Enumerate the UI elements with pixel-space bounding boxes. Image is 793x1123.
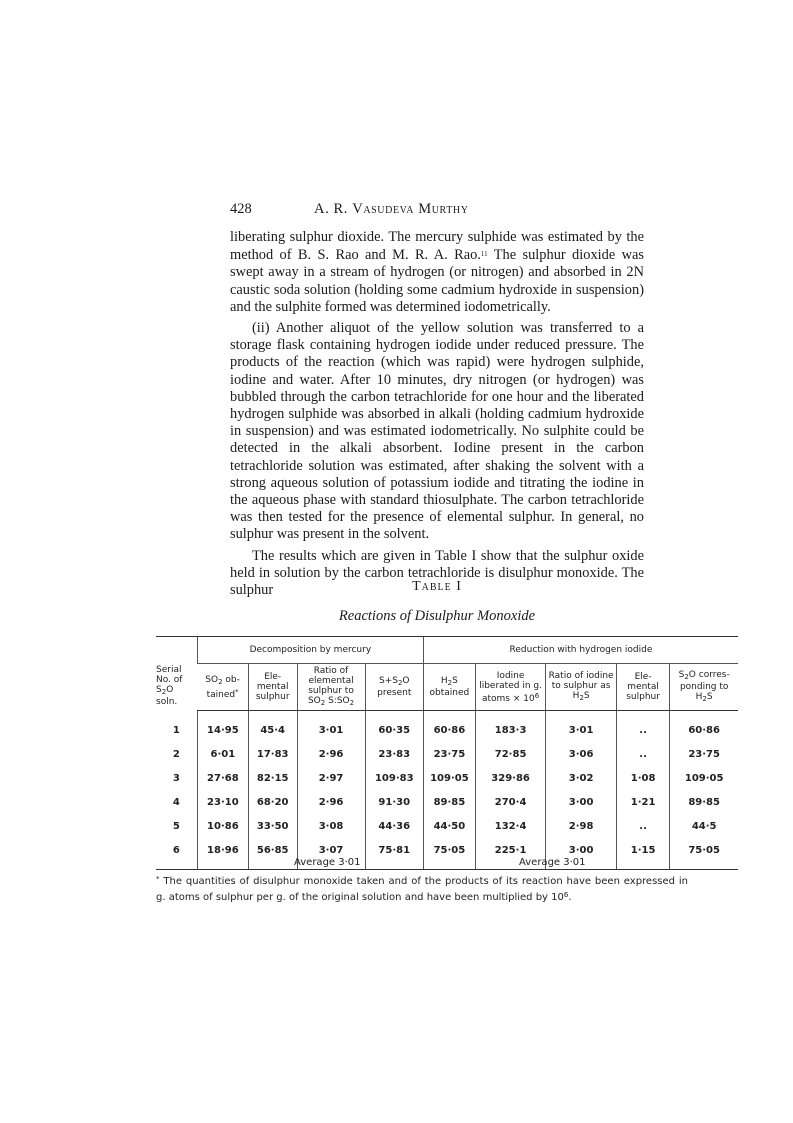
table-row [156, 791, 738, 815]
table-cell: 109·83 [365, 767, 423, 791]
table-cell: 56·85 [248, 839, 297, 870]
header-serial-sub: 2 [161, 687, 167, 696]
table-cell: 23·10 [197, 791, 248, 815]
h-ratio-a: Ratio of elemental sulphur to [308, 666, 354, 696]
header-iodine-liberated [475, 664, 546, 711]
table-cell: 3 [172, 773, 180, 784]
table-cell: 3·00 [546, 791, 617, 815]
table-caption: Reactions of Disulphur Monoxide [338, 608, 536, 624]
table-cell: 3·08 [297, 815, 365, 839]
table-cell: 4 [172, 797, 180, 808]
paragraph-3: The results which are given in Table I show that the sulphur oxide held in solution by the carbon tetrachloride is disulphur monoxide. The sulphur [230, 547, 644, 599]
table-cell: 60·86 [423, 711, 475, 744]
table-cell: 225·1 [475, 839, 546, 870]
table-cell: 2·98 [546, 815, 617, 839]
table-cell: 75·05 [423, 839, 475, 870]
table-cell: 1·21 [616, 791, 669, 815]
paragraph-1 [230, 229, 644, 316]
table-cell: 72·85 [475, 743, 546, 767]
header-serial [156, 637, 197, 711]
table-cell: 17·83 [248, 743, 297, 767]
table-number: Table I [412, 579, 462, 594]
running-head-name: Vasudeva Murthy [352, 201, 469, 217]
page-number: 428 [230, 201, 252, 217]
table-footnote [156, 873, 688, 904]
table-cell: 1 [172, 724, 180, 736]
table-cell: 23·75 [670, 743, 738, 767]
h-ratio-iod-a: Ratio of iodine to sulphur as H [548, 671, 614, 701]
table-cell: 3·02 [546, 767, 617, 791]
table-cell: 6 [156, 839, 197, 870]
header-so2-obtained [197, 664, 248, 711]
h-corr-sub: 2 [684, 673, 689, 681]
average-mercury: Average 3·01 [294, 857, 361, 868]
table-row [156, 711, 738, 744]
table-cell: 44·36 [365, 815, 423, 839]
table-cell: 82·15 [248, 767, 297, 791]
h-corr-sub2: 2 [702, 695, 707, 703]
table-cell: 89·85 [670, 791, 738, 815]
table-cell: 3·00 [546, 839, 617, 870]
h-h2s-a: H [440, 676, 448, 686]
table-cell: 329·86 [475, 767, 546, 791]
h-ss2o-b: O present [377, 676, 412, 698]
h-ratio-b: SO [307, 696, 321, 706]
table-cell: 3·07 [297, 839, 365, 870]
table-cell: 2·96 [297, 743, 365, 767]
running-head-initials: A. R. [314, 201, 353, 217]
footnote-end: . [568, 891, 572, 903]
table-row [156, 839, 738, 870]
table-cell: 23·83 [365, 743, 423, 767]
header-ratio-elemental [297, 664, 365, 711]
header-ratio-iodine [546, 664, 617, 711]
h-ratio-sub1: 2 [320, 699, 326, 707]
h-ratio-c: S:SO [325, 696, 350, 706]
h-so2-star: * [235, 687, 239, 696]
h-so2-a: SO [205, 674, 219, 685]
h-h2s-b: S obtained [429, 676, 470, 698]
h-so2-sub: 2 [218, 677, 223, 686]
table-cell: 3·06 [546, 743, 617, 767]
table-cell: 23·75 [423, 743, 475, 767]
table-cell: .. [616, 743, 669, 767]
table-cell: 89·85 [423, 791, 475, 815]
h-corr-c: S [706, 692, 713, 702]
table-cell: 44·5 [670, 815, 738, 839]
table-cell: 14·95 [197, 711, 248, 744]
average-hydrogen-iodide: Average 3·01 [519, 857, 586, 868]
header-h2s-obtained [423, 664, 475, 711]
table-cell: 270·4 [475, 791, 546, 815]
table-row [156, 743, 738, 767]
body-text [230, 229, 644, 599]
table-cell: 45·4 [248, 711, 297, 744]
table-cell: .. [616, 815, 669, 839]
h-ratio-iod-sub: 2 [579, 694, 584, 702]
header-s-plus-s2o [365, 664, 423, 711]
table-cell: 5 [172, 821, 180, 832]
table-row [156, 767, 738, 791]
footnote-mark: * [156, 875, 160, 883]
h-ratio-sub2: 2 [349, 699, 355, 707]
table-cell: 2·96 [297, 791, 365, 815]
footnote-sup: 6 [563, 890, 569, 899]
table-cell: 3·01 [297, 711, 365, 744]
header-elemental-sulphur: Ele- mental sulphur [248, 664, 297, 711]
table-cell: 2 [172, 749, 180, 760]
table-cell: 60·86 [670, 711, 738, 744]
table-cell: 60·35 [365, 711, 423, 744]
table-cell: .. [616, 711, 669, 744]
table-cell: 68·20 [248, 791, 297, 815]
header-group-mercury: Decomposition by mercury [197, 637, 423, 664]
table-cell: 1·15 [616, 839, 669, 870]
h-h2s-sub: 2 [447, 679, 453, 687]
h-so2-b: ob- tained [206, 674, 240, 700]
table-cell: 91·30 [365, 791, 423, 815]
table-cell: 109·05 [670, 767, 738, 791]
h-corr-b: O corres- ponding to H [679, 670, 730, 702]
h-iodine-sup: 6 [534, 691, 540, 700]
table-cell: 109·05 [423, 767, 475, 791]
table-cell: 1·08 [616, 767, 669, 791]
table-cell: 2·97 [297, 767, 365, 791]
table-row [156, 815, 738, 839]
header-elemental-sulphur-2: Ele- mental sulphur [616, 664, 669, 711]
table-cell: 33·50 [248, 815, 297, 839]
running-head [314, 201, 469, 218]
table-cell: 75·05 [670, 839, 738, 870]
h-iodine-a: Iodine liberated in g. atoms × 10 [479, 670, 542, 704]
header-serial-a: Serial No. of S [156, 664, 183, 695]
table-cell: 6·01 [197, 743, 248, 767]
header-serial-b: O soln. [156, 684, 178, 707]
table-cell: 132·4 [475, 815, 546, 839]
header-group-hydrogen-iodide: Reduction with hydrogen iodide [423, 637, 738, 664]
table-cell: 3·01 [546, 711, 617, 744]
table-cell: 183·3 [475, 711, 546, 744]
footnote-text: The quantities of disulphur monoxide taken and of the products of its reaction have been expressed in g. atoms of sulphur per g. of the original solution and have been multiplied by 10 [156, 876, 688, 903]
h-ratio-iod-b: S [583, 691, 590, 701]
h-corr-a: S [678, 670, 685, 680]
page-header [230, 201, 644, 221]
table-cell: 18·96 [197, 839, 248, 870]
reference-mark: 11 [480, 250, 488, 259]
h-ss2o-sub: 2 [397, 679, 403, 687]
paragraph-2: (ii) Another aliquot of the yellow solution was transferred to a storage flask containing hydrogen iodide under reduced pressure. The products of the reaction (which was rapid) were hydrogen sulphide, iodine and water. After 10 minutes, dry nitrogen (or hydrogen) was bubbled through the carbon tetrachloride for one hour and the liberated hydrogen sulphide was absorbed in alkali (holding cadmium hydroxide in suspension) and was estimated iodometrically. No sulphite could be detected in the alkali absorbent. Iodine present in the carbon tetrachloride solution was estimated, after shaking the solvent with a strong aqueous solution of potassium iodide and titrating the iodine in the aqueous phase with standard thiosulphate. The carbon tetrachloride was then tested for the presence of elemental sulphur. In general, no sulphur was present in the solvent. [230, 320, 644, 543]
header-s2o-corresponding [670, 664, 738, 711]
table-cell: 27·68 [197, 767, 248, 791]
paragraph-1-rest: The sulphur dioxide was swept away in a stream of hydrogen (or nitrogen) and absorbed in 2N caustic soda solution (holding some cadmium hydroxide in suspension) and the sulphite formed was determined iodometrically. [230, 247, 644, 315]
results-table [156, 636, 738, 870]
paragraph-1-text: liberating sulphur dioxide. The mercury sulphide was estimated by the method of B. S. Rao and M. R. A. Rao. [230, 229, 644, 264]
table-cell: 75·81 [365, 839, 423, 870]
table-cell: 44·50 [423, 815, 475, 839]
table-cell: 10·86 [197, 815, 248, 839]
h-ss2o-a: S+S [378, 676, 398, 686]
